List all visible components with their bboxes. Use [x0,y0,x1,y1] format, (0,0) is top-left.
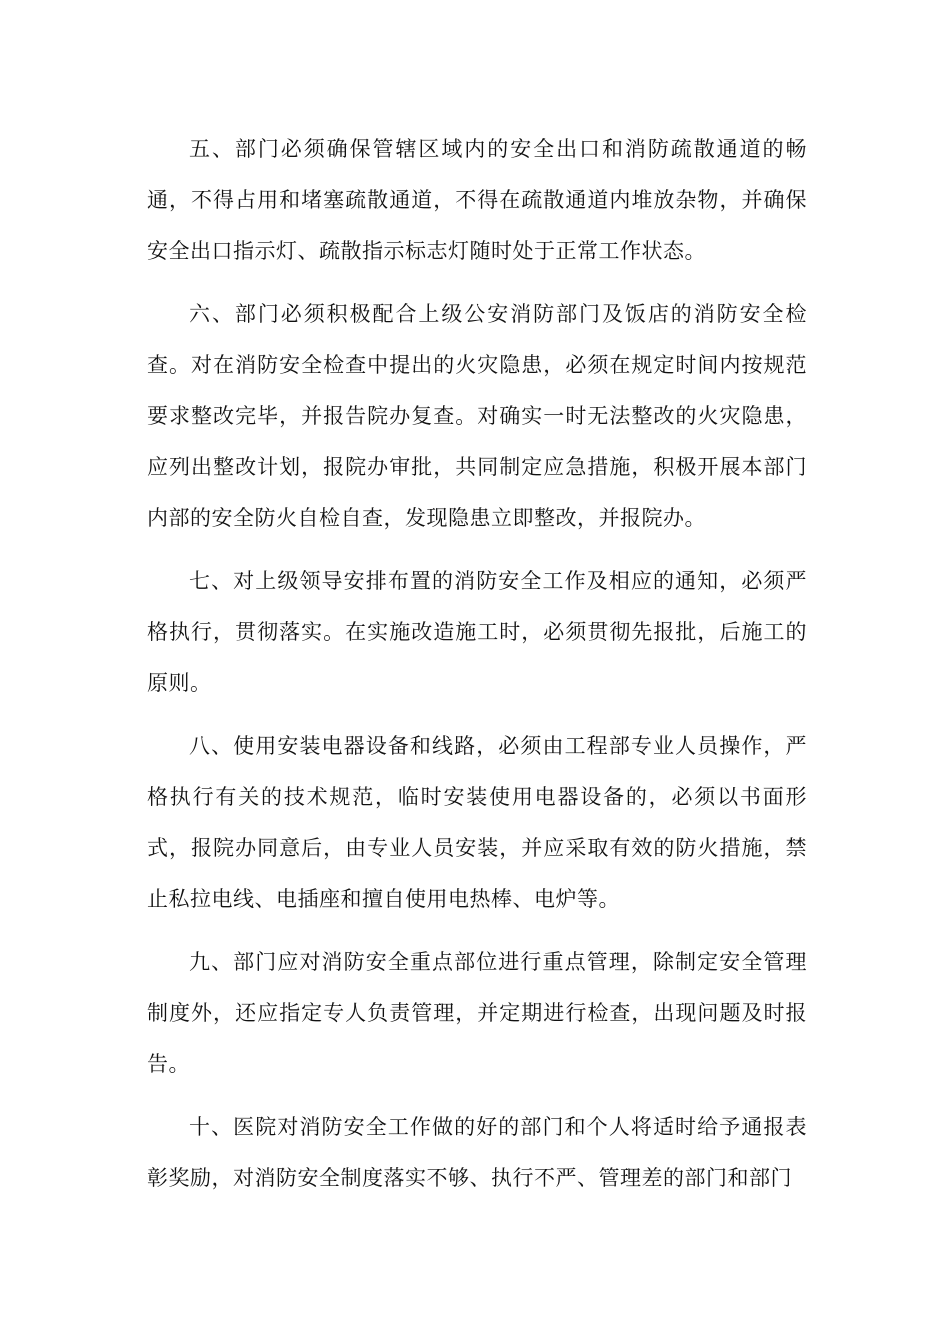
paragraph-8: 八、使用安装电器设备和线路，必须由工程部专业人员操作，严格执行有关的技术规范，临时安装使用电器设备的，必须以书面形式，报院办同意后，由专业人员安装，并应采取有效的防火措施，禁止私拉电线、电插座和擅自使用电热棒、电炉等。 [147,734,807,911]
paragraph-10: 十、医院对消防安全工作做的好的部门和个人将适时给予通报表彰奖励，对消防安全制度落实不够、执行不严、管理差的部门和部门 [147,1115,807,1190]
document-body [147,124,807,1216]
paragraph-5: 五、部门必须确保管辖区域内的安全出口和消防疏散通道的畅通，不得占用和堵塞疏散通道，不得在疏散通道内堆放杂物，并确保安全出口指示灯、疏散指示标志灯随时处于正常工作状态。 [147,137,807,263]
paragraph-7: 七、对上级领导安排布置的消防安全工作及相应的通知，必须严格执行，贯彻落实。在实施改造施工时，必须贯彻先报批，后施工的原则。 [147,569,807,695]
paragraph-6: 六、部门必须积极配合上级公安消防部门及饭店的消防安全检查。对在消防安全检查中提出的火灾隐患，必须在规定时间内按规范要求整改完毕，并报告院办复查。对确实一时无法整改的火灾隐患，应列出整改计划，报院办审批，共同制定应急措施，积极开展本部门内部的安全防火自检自查，发现隐患立即整改，并报院办。 [147,302,807,530]
paragraph-9: 九、部门应对消防安全重点部位进行重点管理，除制定安全管理制度外，还应指定专人负责管理，并定期进行检查，出现问题及时报告。 [147,950,807,1076]
